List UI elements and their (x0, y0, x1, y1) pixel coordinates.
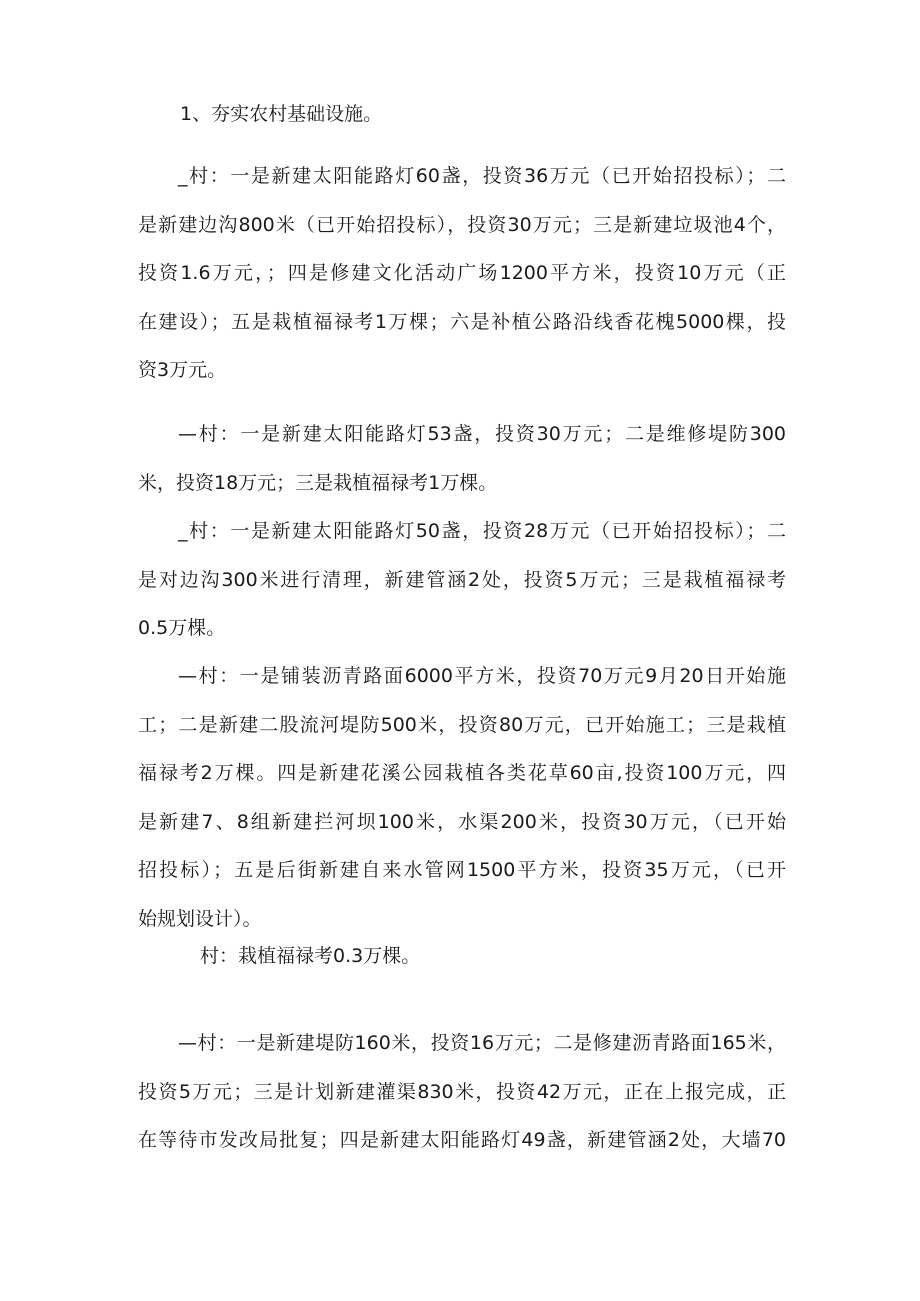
paragraph-village-4 (138, 652, 786, 943)
paragraph-line: —村：一是新建太阳能路灯53盏，投资30万元；二是维修堤防300 (178, 423, 786, 445)
paragraph-line: 投资1.6万元，；四是修建文化活动广场1200平方米，投资10万元（正 (138, 262, 786, 284)
paragraph-line: 0.5万棵。 (138, 617, 226, 639)
section-heading: 1、夯实农村基础设施。 (180, 103, 383, 125)
paragraph-line: 是新建边沟800米（已开始招投标），投资30万元；三是新建垃圾池4个， (138, 213, 786, 236)
paragraph-line: 米，投资18万元；三是栽植福禄考1万棵。 (138, 471, 498, 494)
paragraph-line: 招投标）；五是后街新建自来水管网1500平方米，投资35万元，（已开 (138, 859, 786, 881)
paragraph-village-5 (138, 932, 786, 981)
paragraph-line: —村：一是新建堤防160米，投资16万元；二是修建沥青路面165米， (178, 1032, 786, 1054)
paragraph-line: —村：一是铺装沥青路面6000平方米，投资70万元9月20日开始施 (178, 665, 786, 687)
paragraph-line: 福禄考2万棵。四是新建花溪公园栽植各类花草60亩,投资100万元，四 (138, 762, 786, 784)
paragraph-line: 投资5万元；三是计划新建灌渠830米，投资42万元，正在上报完成，正 (138, 1080, 786, 1103)
paragraph-line: _村：一是新建太阳能路灯60盏，投资36万元（已开始招投标）；二 (178, 165, 786, 187)
paragraph-village-3 (138, 507, 786, 653)
paragraph-line: 始规划设计）。 (138, 907, 262, 930)
paragraph-village-2 (138, 410, 786, 507)
paragraph-line: 是新建7、8组新建拦河坝100米，水渠200米，投资30万元，（已开始 (138, 810, 786, 833)
paragraph-line: 工；二是新建二股流河堤防500米，投资80万元，已开始施工；三是栽植 (138, 713, 786, 736)
paragraph-line: 村：栽植福禄考0.3万棵。 (200, 945, 421, 967)
paragraph-line: 在建设）；五是栽植福禄考1万棵；六是补植公路沿线香花槐5000棵，投 (138, 310, 786, 333)
paragraph-village-1 (138, 152, 786, 395)
paragraph-line: 在等待市发改局批复；四是新建太阳能路灯49盏，新建管涵2处，大墙70 (138, 1129, 786, 1151)
paragraph-line: 是对边沟300米进行清理，新建管涵2处，投资5万元；三是栽植福禄考 (138, 568, 786, 591)
paragraph-line: _村：一是新建太阳能路灯50盏，投资28万元（已开始招投标）；二 (178, 520, 786, 542)
paragraph-line: 资3万元。 (138, 359, 227, 381)
paragraph-village-6 (138, 1019, 786, 1165)
